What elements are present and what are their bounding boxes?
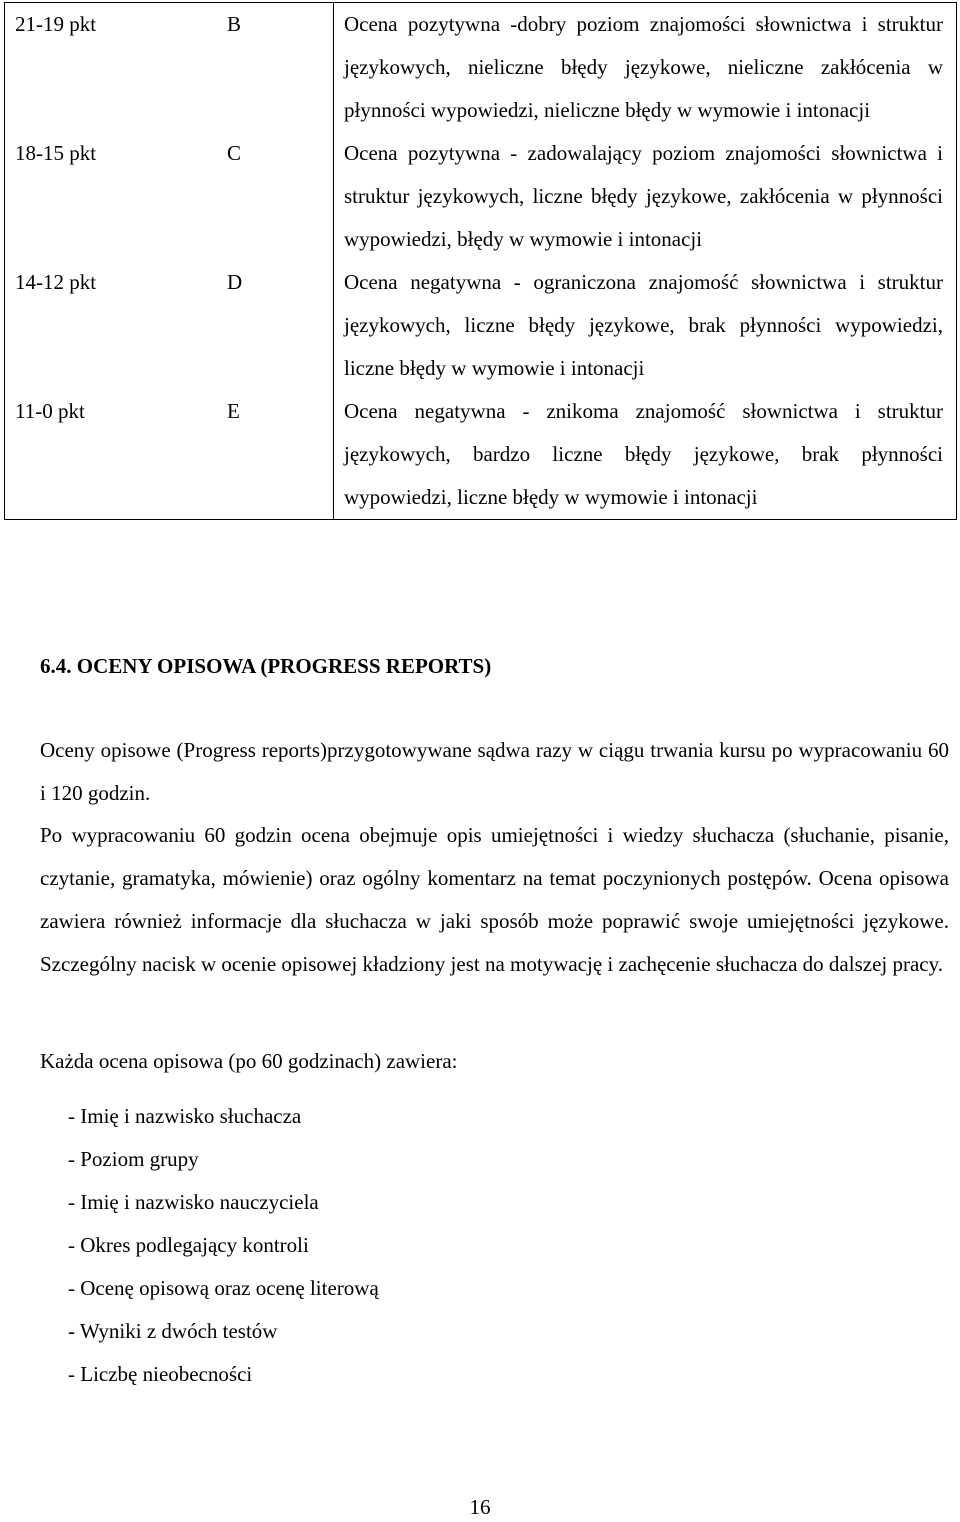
letter-cell: E (215, 390, 334, 520)
letter-cell: C (215, 132, 334, 261)
list-item: - Imię i nazwisko nauczyciela (68, 1190, 319, 1214)
grade-row-d (5, 261, 957, 390)
list-item: - Imię i nazwisko słuchacza (68, 1104, 302, 1128)
letter-cell: D (215, 261, 334, 390)
description-cell: Ocena negatywna - znikoma znajomość słownictwa i struktur językowych, bardzo liczne błędy językowe, brak płynności wypowiedzi, liczne błędy w wymowie i intonacji (334, 390, 957, 520)
grade-table (4, 2, 957, 520)
list-item: - Ocenę opisową oraz ocenę literową (68, 1276, 379, 1300)
description-cell: Ocena pozytywna -dobry poziom znajomości słownictwa i struktur językowych, nieliczne błędy językowe, nieliczne zakłócenia w płynności wypowiedzi, nieliczne błędy w wymowie i intonacji (334, 3, 957, 133)
list-item: - Wyniki z dwóch testów (68, 1319, 278, 1343)
points-cell: 18-15 pkt (5, 132, 216, 261)
report-contents-list (68, 1095, 379, 1396)
list-lead: Każda ocena opisowa (po 60 godzinach) zawiera: (40, 1049, 458, 1073)
grade-row-e (5, 390, 957, 520)
grade-row-c (5, 132, 957, 261)
description-paragraph: Po wypracowaniu 60 godzin ocena obejmuje opis umiejętności i wiedzy słuchacza (słuchanie, pisanie, czytanie, gramatyka, mówienie) oraz ogólny komentarz na temat poczynionych postępów. Ocena opisowa zawiera również informacje dla słuchacza w jaki sposób może poprawić swoje umiejętności językowe. Szczególny nacisk w ocenie opisowej kładziony jest na motywację i zachęcenie słuchacza do dalszej pracy. (40, 823, 949, 976)
letter-cell: B (215, 3, 334, 133)
page-number: 16 (469, 1495, 491, 1519)
section-heading: 6.4. OCENY OPISOWA (PROGRESS REPORTS) (40, 654, 492, 678)
grade-row-b (5, 3, 957, 133)
intro-paragraph: Oceny opisowe (Progress reports)przygotowywane sądwa razy w ciągu trwania kursu po wypracowaniu 60 i 120 godzin. (40, 738, 949, 805)
description-cell: Ocena negatywna - ograniczona znajomość słownictwa i struktur językowych, liczne błędy językowe, brak płynności wypowiedzi, liczne błędy w wymowie i intonacji (334, 261, 957, 390)
list-item: - Liczbę nieobecności (68, 1362, 253, 1386)
list-item: - Poziom grupy (68, 1147, 199, 1171)
points-cell: 11-0 pkt (5, 390, 216, 520)
points-cell: 21-19 pkt (5, 3, 216, 133)
points-cell: 14-12 pkt (5, 261, 216, 390)
description-cell: Ocena pozytywna - zadowalający poziom znajomości słownictwa i struktur językowych, liczne błędy językowe, zakłócenia w płynności wypowiedzi, błędy w wymowie i intonacji (334, 132, 957, 261)
list-item: - Okres podlegający kontroli (68, 1233, 309, 1257)
